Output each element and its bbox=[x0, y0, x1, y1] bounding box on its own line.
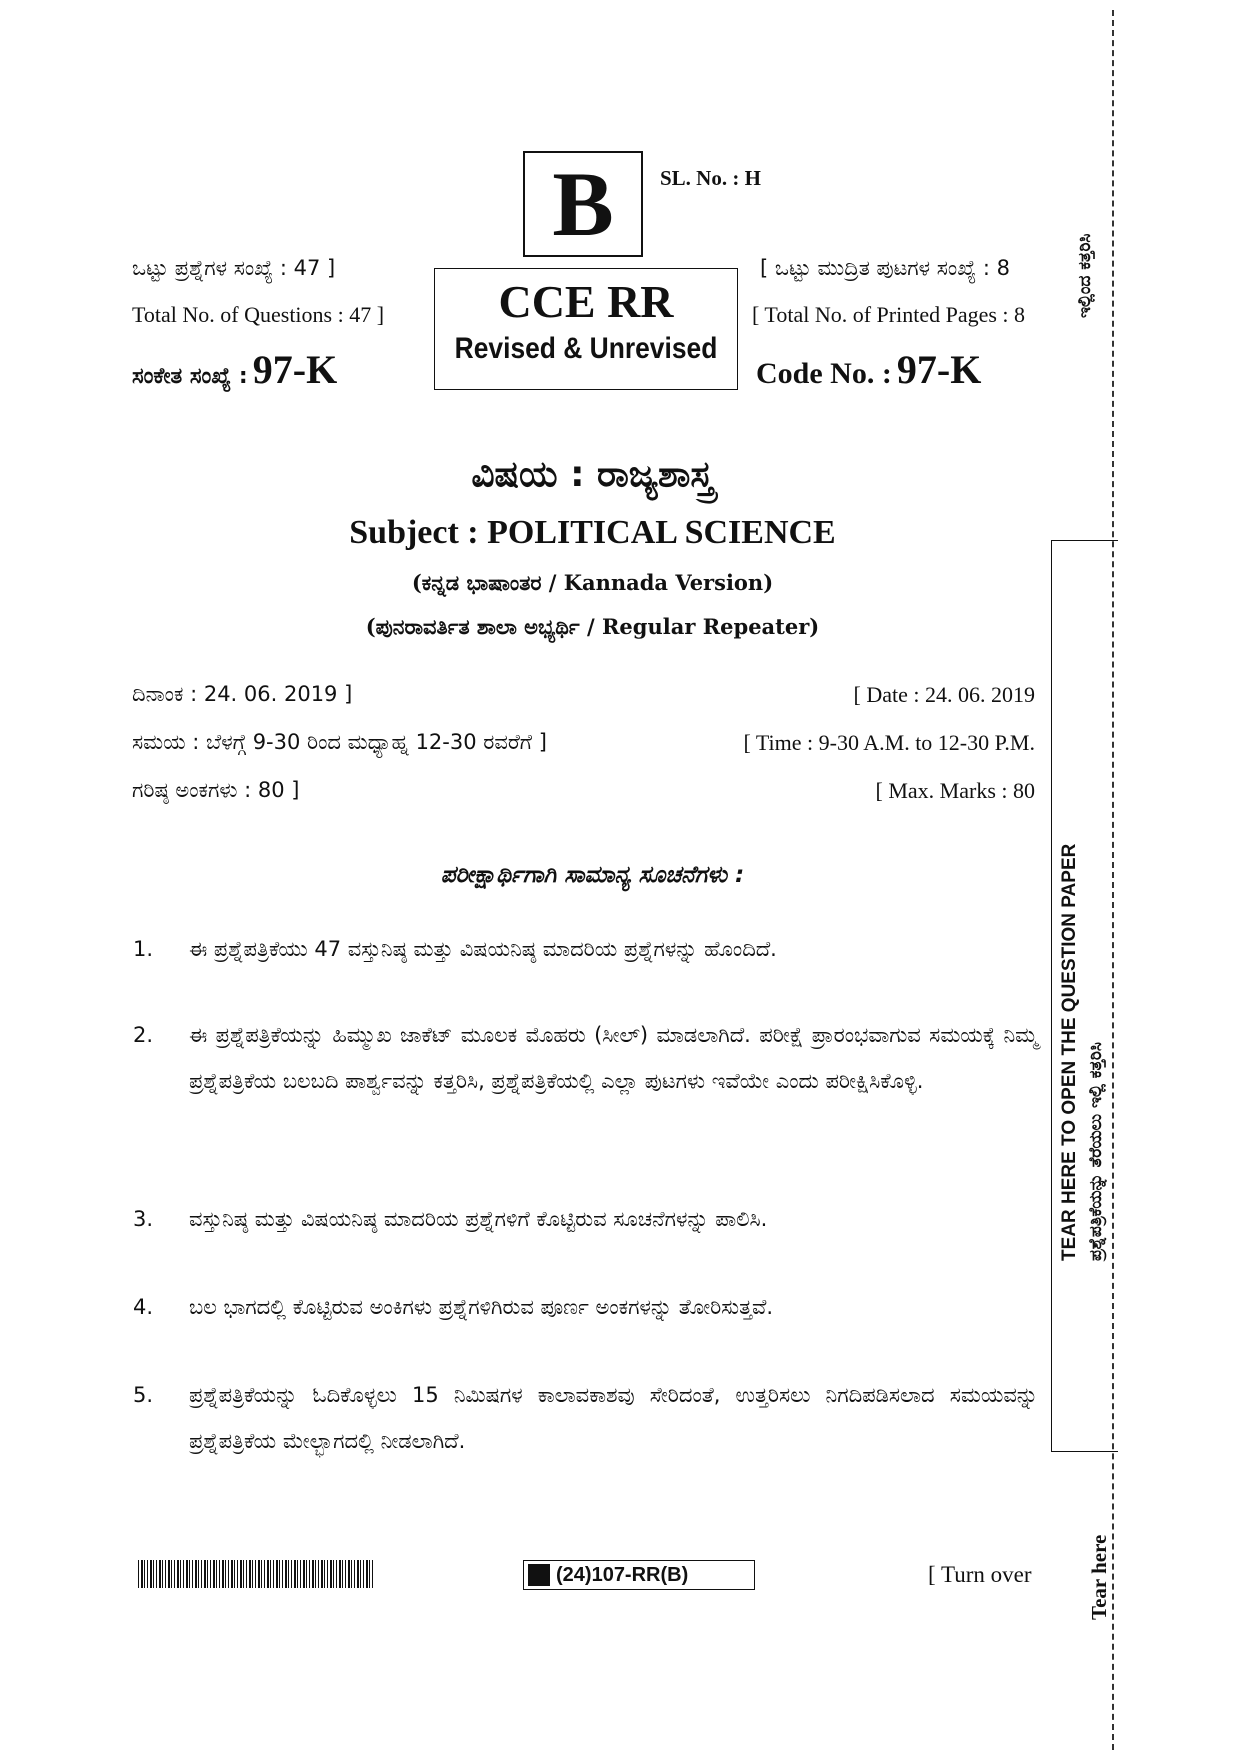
instructions-title: ಪರೀಕ್ಷಾರ್ಥಿಗಾಗಿ ಸಾಮಾನ್ಯ ಸೂಚನೆಗಳು : bbox=[440, 862, 745, 888]
version-line: (ಕನ್ನಡ ಭಾಷಾಂತರ / Kannada Version) bbox=[411, 570, 774, 595]
instruction-text: ವಸ್ತುನಿಷ್ಠ ಮತ್ತು ವಿಷಯನಿಷ್ಠ ಮಾದರಿಯ ಪ್ರಶ್ನೆಗಳಿಗೆ ಕೊಟ್ಟಿರುವ ಸೂಚನೆಗಳನ್ನು ಪಾಲಿಸಿ. bbox=[189, 1207, 768, 1231]
en-code bbox=[756, 346, 981, 393]
paper-code: (24)107-RR(B) bbox=[556, 1563, 689, 1586]
instruction-text: ಬಲ ಭಾಗದಲ್ಲಿ ಕೊಟ್ಟಿರುವ ಅಂಕಿಗಳು ಪ್ರಶ್ನೆಗಳಿಗಿರುವ ಪೂರ್ಣ ಅಂಕಗಳನ್ನು ತೋರಿಸುತ್ತವೆ. bbox=[189, 1295, 774, 1319]
en-date: [ Date : 24. 06. 2019 bbox=[853, 682, 1035, 707]
kn-date: ದಿನಾಂಕ : 24. 06. 2019 ] bbox=[132, 682, 353, 706]
instruction-text: ಈ ಪ್ರಶ್ನೆಪತ್ರಿಕೆಯು 47 ವಸ್ತುನಿಷ್ಠ ಮತ್ತು ವಿಷಯನಿಷ್ಠ ಮಾದರಿಯ ಪ್ರಶ್ನೆಗಳನ್ನು ಹೊಂದಿದೆ. bbox=[189, 937, 777, 961]
instruction-number: 5. bbox=[133, 1383, 154, 1407]
en-code-value: 97-K bbox=[896, 347, 982, 392]
kn-code bbox=[132, 346, 337, 393]
subject-kannada: ವಿಷಯ : ರಾಜ್ಯಶಾಸ್ತ್ರ bbox=[471, 454, 714, 495]
kn-code-label: ಸಂಕೇತ ಸಂಖ್ಯೆ : bbox=[132, 364, 248, 389]
en-total-questions: Total No. of Questions : 47 ] bbox=[132, 302, 385, 327]
set-letter-box bbox=[523, 151, 643, 257]
instruction-text: ಪ್ರಶ್ನೆಪತ್ರಿಕೆಯನ್ನು ಓದಿಕೊಳ್ಳಲು 15 ನಿಮಿಷಗಳ ಕಾಲಾವಕಾಶವು ಸೇರಿದಂತೆ, ಉತ್ತರಿಸಲು ನಿಗದಿಪಡಿಸಲಾದ ಸಮಯವನ್ನು ಪ್ರಶ್ನೆಪತ್ರಿಕೆಯ ಮೇಲ್ಭಾಗದಲ್ಲಿ ನೀಡಲಾಗಿದೆ. bbox=[189, 1383, 1038, 1453]
instruction-item bbox=[133, 1372, 1038, 1464]
instruction-number: 3. bbox=[133, 1207, 154, 1231]
set-letter: B bbox=[552, 153, 614, 255]
instruction-item bbox=[133, 1284, 1038, 1330]
instruction-item bbox=[133, 926, 1038, 972]
instruction-number: 4. bbox=[133, 1295, 154, 1319]
tear-instruction-english: TEAR HERE TO OPEN THE QUESTION PAPER bbox=[1059, 843, 1080, 1261]
board-logo-icon bbox=[528, 1564, 550, 1586]
kn-printed-pages: [ ಒಟ್ಟು ಮುದ್ರಿತ ಪುಟಗಳ ಸಂಖ್ಯೆ : 8 bbox=[760, 256, 1011, 280]
serial-number: SL. No. : H bbox=[660, 166, 761, 190]
kn-code-value: 97-K bbox=[252, 347, 338, 392]
instruction-item bbox=[133, 1196, 1038, 1242]
paper-code-box bbox=[523, 1560, 755, 1590]
cce-title: CCE RR bbox=[498, 276, 674, 327]
en-printed-pages: [ Total No. of Printed Pages : 8 bbox=[752, 302, 1026, 327]
en-time: [ Time : 9-30 A.M. to 12-30 P.M. bbox=[743, 730, 1035, 755]
cut-here-kannada: ಇಲ್ಲಿಂದ ಕತ್ತರಿಸಿ bbox=[1075, 233, 1095, 318]
kn-time: ಸಮಯ : ಬೆಳಗ್ಗೆ 9-30 ರಿಂದ ಮಧ್ಯಾಹ್ನ 12-30 ರವರೆಗೆ ] bbox=[132, 730, 547, 754]
tear-strip[interactable] bbox=[1051, 540, 1118, 1452]
en-code-label: Code No. : bbox=[756, 357, 892, 390]
candidate-line: (ಪುನರಾವರ್ತಿತ ಶಾಲಾ ಅಭ್ಯರ್ಥಿ / Regular Repeater) bbox=[365, 614, 820, 639]
tear-instruction-kannada: ಪ್ರಶ್ನೆಪತ್ರಿಕೆಯನ್ನು ತೆರೆಯಲು ಇಲ್ಲಿ ಕತ್ತರಿಸಿ bbox=[1086, 1042, 1106, 1261]
turn-over: [ Turn over bbox=[928, 1562, 1032, 1587]
kn-marks: ಗರಿಷ್ಠ ಅಂಕಗಳು : 80 ] bbox=[132, 778, 300, 802]
instruction-number: 1. bbox=[133, 937, 154, 961]
tear-here-label: Tear here bbox=[1087, 1534, 1111, 1620]
kn-total-questions: ಒಟ್ಟು ಪ್ರಶ್ನೆಗಳ ಸಂಖ್ಯೆ : 47 ] bbox=[132, 256, 336, 280]
barcode bbox=[138, 1560, 374, 1588]
tear-line[interactable] bbox=[1112, 10, 1114, 1750]
en-marks: [ Max. Marks : 80 bbox=[875, 778, 1035, 803]
cce-subtitle: Revised & Unrevised bbox=[454, 331, 718, 365]
instruction-item bbox=[133, 1012, 1038, 1104]
instruction-number: 2. bbox=[133, 1023, 154, 1047]
subject-english: Subject : POLITICAL SCIENCE bbox=[349, 514, 836, 551]
cce-box bbox=[434, 268, 738, 390]
instruction-text: ಈ ಪ್ರಶ್ನೆಪತ್ರಿಕೆಯನ್ನು ಹಿಮ್ಮುಖ ಜಾಕೆಟ್ ಮೂಲಕ ಮೊಹರು (ಸೀಲ್) ಮಾಡಲಾಗಿದೆ. ಪರೀಕ್ಷೆ ಪ್ರಾರಂಭವಾಗುವ ಸಮಯಕ್ಕೆ ನಿಮ್ಮ ಪ್ರಶ್ನೆಪತ್ರಿಕೆಯ ಬಲಬದಿ ಪಾರ್ಶ್ವವನ್ನು ಕತ್ತರಿಸಿ, ಪ್ರಶ್ನೆಪತ್ರಿಕೆಯಲ್ಲಿ ಎಲ್ಲಾ ಪುಟಗಳು ಇವೆಯೇ ಎಂದು ಪರೀಕ್ಷಿಸಿಕೊಳ್ಳಿ. bbox=[189, 1023, 1038, 1093]
